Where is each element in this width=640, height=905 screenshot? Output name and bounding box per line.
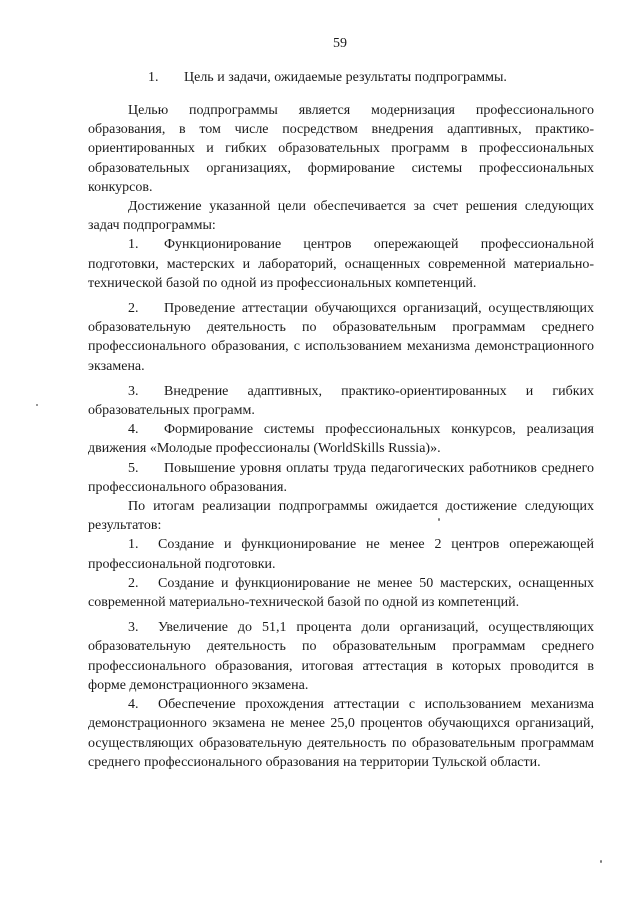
result-item-2 <box>88 574 594 612</box>
task-item-4 <box>88 420 594 458</box>
result-item-text: Создание и функционирование не менее 2 центров опережающей профессиональной подготовки. <box>88 537 594 572</box>
result-item-3 <box>88 618 594 695</box>
result-item-number: 4. <box>128 697 139 713</box>
task-item-number: 2. <box>128 301 139 317</box>
section-heading-number: 1. <box>148 70 159 85</box>
task-item-3 <box>88 382 594 420</box>
result-item-text: Обеспечение прохождения аттестации с использованием механизма демонстрационного экзамена не менее 25,0 процентов обучающихся организаций, осуществляющих образовательную деятельность по образовательным программам среднего профессионального образования на территории Тульской области. <box>88 697 594 770</box>
result-item-1 <box>88 535 594 573</box>
result-item-number: 3. <box>128 620 139 636</box>
result-item-number: 1. <box>128 537 139 553</box>
tasks-intro-paragraph: Достижение указанной цели обеспечивается за счет решения следующих задач подпрограммы: <box>88 199 594 234</box>
scan-speck <box>438 518 440 521</box>
task-item-text: Функционирование центров опережающей профессиональной подготовки, мастерских и лабораторий, оснащенных современной материально-технической базой по одной из профессиональных компетенций. <box>88 237 594 291</box>
page-number: 59 <box>333 36 347 51</box>
task-item-2 <box>88 299 594 376</box>
task-item-5 <box>88 459 594 497</box>
section-heading-text: Цель и задачи, ожидаемые результаты подпрограммы. <box>184 70 507 85</box>
task-item-1 <box>88 235 594 293</box>
result-item-4 <box>88 695 594 772</box>
goal-paragraph: Целью подпрограммы является модернизация профессионального образования, в том числе посредством внедрения адаптивных, практико-ориентированных и гибких образовательных программ в профессиональных образовательных организациях, формирование системы профессиональных конкурсов. <box>88 103 594 195</box>
task-item-number: 5. <box>128 460 139 476</box>
task-item-text: Проведение аттестации обучающихся организаций, осуществляющих образовательную деятельность по образовательным программам среднего профессионального образования, с использованием механизма демонстрационного экзамена. <box>88 301 594 374</box>
results-intro-paragraph: По итогам реализации подпрограммы ожидается достижение следующих результатов: <box>88 499 594 534</box>
result-item-text: Создание и функционирование не менее 50 мастерских, оснащенных современной материально-технической базой по одной из компетенций. <box>88 575 594 611</box>
task-item-number: 1. <box>128 237 139 253</box>
scan-speck <box>600 860 602 863</box>
section-heading <box>148 70 507 86</box>
result-item-text: Увеличение до 51,1 процента доли организаций, осуществляющих образовательную деятельность по образовательным программам среднего профессионального образования, итоговая аттестация в которых проводится в форме демонстрационного экзамена. <box>88 620 594 693</box>
task-item-text: Внедрение адаптивных, практико-ориентированных и гибких образовательных программ. <box>88 383 594 419</box>
result-item-number: 2. <box>128 575 139 591</box>
task-item-text: Повышение уровня оплаты труда педагогических работников среднего профессионального образования. <box>88 460 594 495</box>
task-item-number: 4. <box>128 422 139 438</box>
document-body <box>88 101 594 772</box>
task-item-text: Формирование системы профессиональных конкурсов, реализация движения «Молодые профессионалы (WorldSkills Russia)». <box>88 422 594 457</box>
task-item-number: 3. <box>128 383 139 399</box>
scan-speck <box>36 404 38 406</box>
